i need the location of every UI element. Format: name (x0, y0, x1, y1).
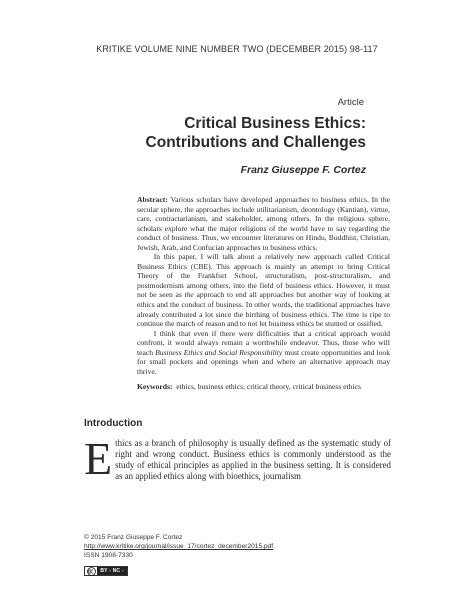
introduction-paragraph (84, 433, 391, 484)
abstract-p3-emphasis: Business Ethics and Social Responsibility (155, 347, 283, 357)
introduction-text: thics as a branch of philosophy is usually defined as the systematic study of right and wrong conduct. Business ethics is commonly understood as the study of ethical principles as applied in the business setting. It is considered as an applied ethics along with bioethics, journalism (115, 438, 391, 481)
title-line-2: Contributions and Challenges (145, 134, 366, 151)
journal-header: KRITIKE VOLUME NINE NUMBER TWO (DECEMBER 2015) 98-117 (96, 44, 378, 54)
abstract-label: Abstract: (137, 195, 168, 204)
abstract-paragraph-3 (137, 329, 390, 377)
abstract-p3-text-a: I think that even if there were difficulties that a critical approach would confront, it would always remain a worthwhile endeavor. Thus, those who will teach (137, 328, 390, 357)
footer (84, 533, 404, 560)
abstract-p2-emphasis: the (184, 290, 194, 300)
article-type-label: Article (337, 97, 364, 108)
license-terms-label: BY - NC - ND (97, 567, 127, 575)
cc-license-badge[interactable] (84, 566, 128, 582)
creative-commons-icon (85, 567, 97, 575)
drop-cap: E (84, 433, 113, 484)
abstract-paragraph-1 (137, 195, 390, 252)
introduction-body (84, 433, 391, 484)
introduction-heading: Introduction (84, 418, 143, 429)
article-title (146, 114, 366, 152)
issn-line: ISSN 1908-7330 (84, 552, 133, 559)
abstract (137, 195, 390, 376)
abstract-p2-text-b: approach to end all approaches but another way of looking at ethics and the conduct of business. In other words, the traditional approaches have already contributed a lot since the birthing of business ethics. The time is ripe to continue the march of reason and to not let business ethics be stunted or ossified. (137, 290, 390, 329)
keywords (137, 382, 390, 392)
keywords-text: ethics, business ethics, critical theory, critical business ethics (176, 382, 361, 391)
title-line-1: Critical Business Ethics: (184, 115, 366, 132)
abstract-paragraph-2 (137, 252, 390, 328)
keywords-label: Keywords: (137, 382, 173, 391)
abstract-p2-text-a: In this paper, I will talk about a relatively new approach called Critical Business Ethics (CBE). This approach is mainly an attempt to bring Critical Theory of the Frankfurt School, structuralism, post-structuralism, and postmodernism among others, into the field of business ethics. However, it must not be seen as (137, 252, 390, 300)
article-url-link[interactable]: http://www.kritike.org/journal/issue_17/cortez_december2015.pdf (84, 543, 274, 550)
abstract-p3-text-b: must create opportunities and look for small pockets and openings when and where an alternative approach may thrive. (137, 347, 390, 376)
author-name: Franz Giuseppe F. Cortez (240, 164, 366, 176)
abstract-p1-text: Various scholars have developed approaches to business ethics. In the secular sphere, the approaches include utilitarianism, deontology (Kantian), virtue, care, contractarianism, and stakeholder, among others. In the religious sphere, scholars explore what the major religions of the world have to say regarding the conduct of business. Thus, we encounter literatures on Hindu, Buddhist, Christian, Jewish, Arab, and Confucian approaches to business ethics. (137, 195, 390, 252)
copyright-line: © 2015 Franz Giuseppe F. Cortez (84, 534, 183, 541)
